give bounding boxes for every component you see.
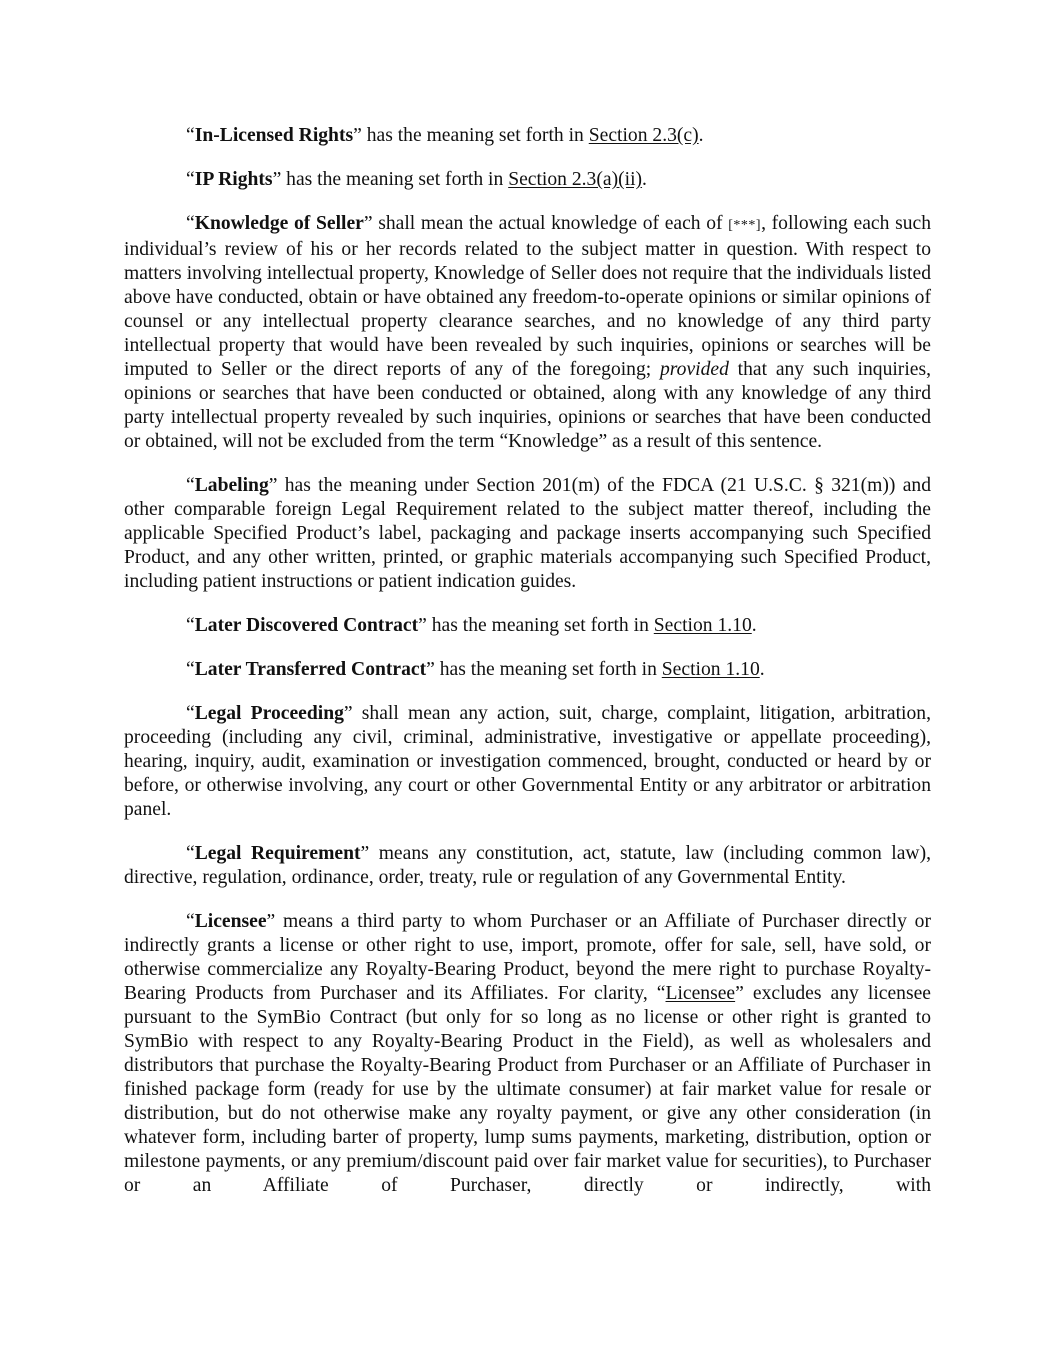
quote-close: ” (426, 659, 435, 680)
quote-close: ” (363, 213, 373, 234)
defined-term: Labeling (194, 475, 269, 496)
quote-close: ” (360, 843, 370, 864)
quote-open: “ (186, 703, 195, 724)
definition-later-transferred-contract (124, 658, 931, 682)
definition-in-licensed-rights (124, 124, 931, 148)
section-reference-link[interactable]: Section 1.10 (661, 659, 760, 680)
definition-text: has the meaning set forth in (426, 615, 654, 636)
quote-open: “ (186, 125, 195, 146)
definition-text-end: . (642, 169, 647, 190)
definition-labeling (124, 474, 931, 594)
definition-text: has the meaning set forth in (281, 169, 509, 190)
definition-later-discovered-contract (124, 614, 931, 638)
quote-open: “ (186, 659, 195, 680)
defined-term: IP Rights (194, 169, 273, 190)
definition-text: , following each such individual’s review of his or her records related to the subject matter in question. With respect to matters involving intellectual property, Knowledge of Seller does not require that the individuals listed above have conducted, obtain or have obtained any freedom-to-operate opinions or similar opinions of counsel or any intellectual property clearance searches, and no knowledge of any third party intellectual property that would have been revealed by such inquiries, opinions or searches will be imputed to Seller or the direct reports of any of the foregoing; (124, 213, 931, 380)
defined-term: In-Licensed Rights (194, 125, 354, 146)
defined-term: Later Discovered Contract (194, 615, 419, 636)
definition-text: shall mean any action, suit, charge, complaint, litigation, arbitration, proceeding (including any civil, criminal, administrative, investigative or appellate proceeding), hearing, inquiry, audit, examination or investigation commenced, brought, conducted or heard by or before, or otherwise involving, any court or other Governmental Entity or any arbitrator or arbitration panel. (124, 703, 931, 820)
quote-open: “ (186, 843, 195, 864)
quote-open: “ (186, 615, 195, 636)
section-reference-link[interactable]: Section 1.10 (653, 615, 752, 636)
definition-knowledge-of-seller (124, 212, 931, 454)
quote-open: “ (186, 169, 195, 190)
definition-text: means any constitution, act, statute, law (including common law), directive, regulation, ordinance, order, treaty, rule or regulation of any Governmental Entity. (124, 843, 931, 888)
quote-open: “ (186, 475, 195, 496)
document-page (124, 124, 931, 1218)
definition-licensee (124, 910, 931, 1198)
definition-text: ” excludes any licensee pursuant to the SymBio Contract (but only for so long as no license or other right is granted to SymBio with respect to any Royalty-Bearing Product in the Field), as well as wholesalers and distributors that purchase the Royalty-Bearing Product from Purchaser or an Affiliate of Purchaser in finished package form (ready for use by the ultimate consumer) at fair market value for resale or distribution, but do not otherwise make any royalty payment, or give any other consideration (in whatever form, including barter of property, lump sums payments, marketing, distribution, option or milestone payments, or any premium/discount paid over fair market value for securities), to Purchaser or an Affiliate of Purchaser, directly or indirectly, with (124, 983, 931, 1196)
definition-text: shall mean the actual knowledge of each of (372, 213, 729, 234)
quote-close: ” (353, 125, 362, 146)
section-reference-link[interactable]: Section 2.3(c) (588, 125, 699, 146)
defined-term: Legal Requirement (194, 843, 361, 864)
redaction-marker: [***] (728, 218, 762, 233)
definition-ip-rights (124, 168, 931, 192)
definition-legal-proceeding (124, 702, 931, 822)
quote-open: “ (186, 213, 195, 234)
definition-text-end: . (698, 125, 704, 146)
licensee-term-reference[interactable]: Licensee (665, 983, 736, 1004)
defined-term: Later Transferred Contract (194, 659, 427, 680)
quote-close: ” (418, 615, 427, 636)
quote-close: ” (343, 703, 353, 724)
defined-term: Licensee (194, 911, 267, 932)
emphasis-provided: provided (659, 359, 729, 380)
definition-text: has the meaning set forth in (361, 125, 589, 146)
definition-text-end: . (759, 659, 765, 680)
definition-text: means a third party to whom Purchaser or an Affiliate of Purchaser directly or indirectly grants a license or other right to use, import, promote, offer for sale, sell, have sold, or otherwise commercialize any Royalty-Bearing Product, beyond the mere right to purchase Royalty-Bearing Products from Purchaser and its Affiliates. For clarity, “ (124, 911, 931, 1004)
quote-close: ” (266, 911, 276, 932)
definition-text: has the meaning set forth in (434, 659, 662, 680)
section-reference-link[interactable]: Section 2.3(a)(ii) (508, 169, 643, 190)
quote-close: ” (268, 475, 278, 496)
definition-text-end: . (751, 615, 757, 636)
quote-close: ” (272, 169, 282, 190)
definition-legal-requirement (124, 842, 931, 890)
definition-text: that any such inquiries, opinions or searches that have been conducted or obtained, along with any knowledge of any third party intellectual property revealed by such inquiries, opinions or searches that have been conducted or obtained, will not be excluded from the term “Knowledge” as a result of this sentence. (124, 359, 931, 452)
defined-term: Knowledge of Seller (194, 213, 364, 234)
quote-open: “ (186, 911, 195, 932)
defined-term: Legal Proceeding (194, 703, 344, 724)
definition-text: has the meaning under Section 201(m) of the FDCA (21 U.S.C. § 321(m)) and other comparable foreign Legal Requirement related to the subject matter thereof, including the applicable Specified Product’s label, packaging and package inserts accompanying such Specified Product, and any other written, printed, or graphic materials accompanying such Specified Product, including patient instructions or patient indication guides. (124, 475, 931, 592)
